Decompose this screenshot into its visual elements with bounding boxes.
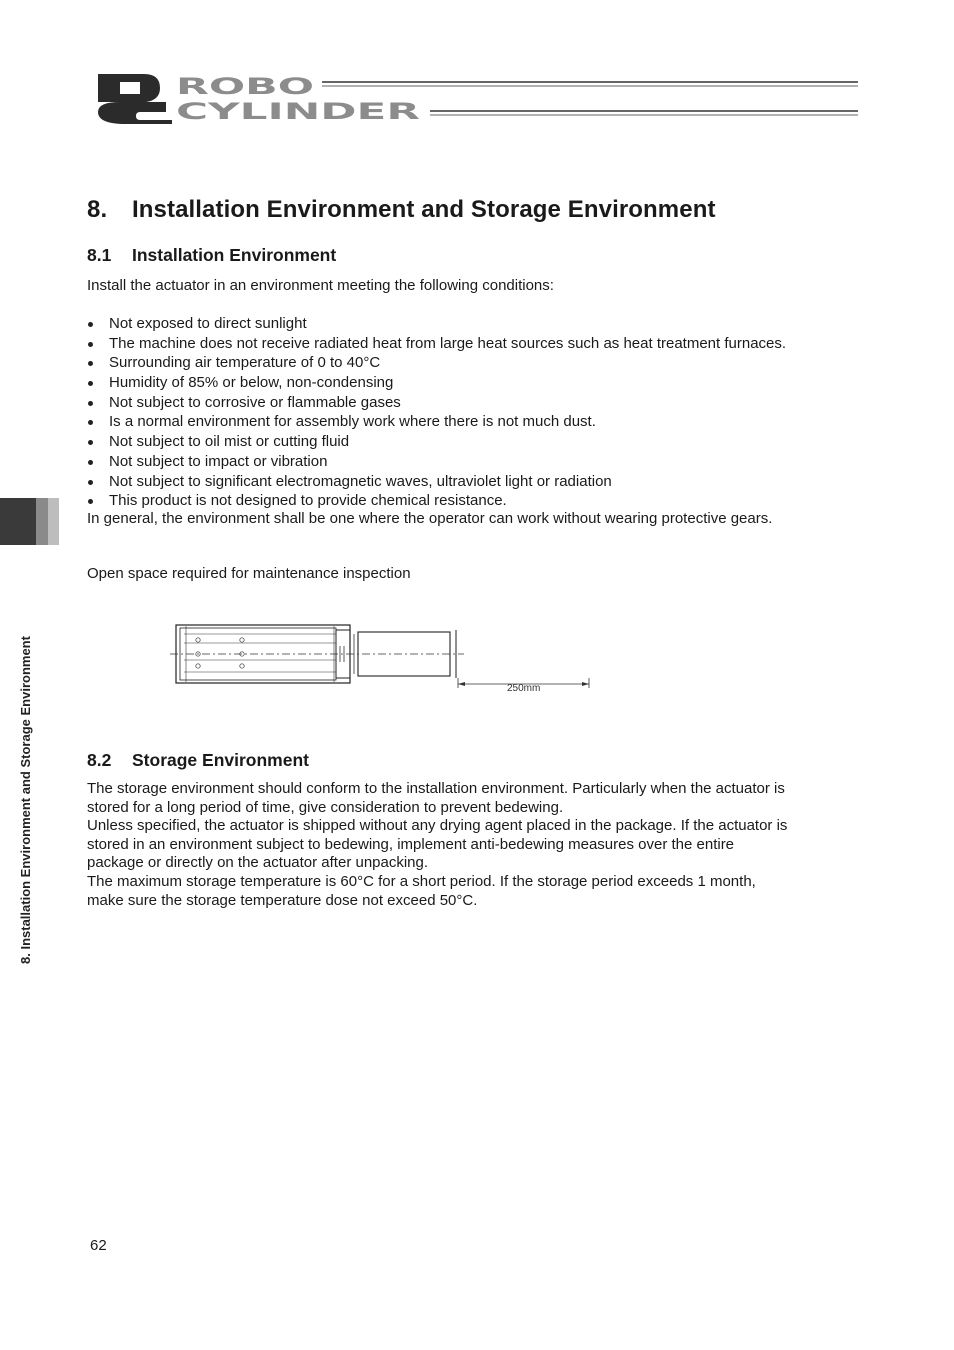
storage-line: The maximum storage temperature is 60°C for a short period. If the storage period exceeds 1 month, bbox=[87, 872, 756, 890]
subsection-title-installation bbox=[87, 245, 336, 266]
storage-line: package or directly on the actuator after unpacking. bbox=[87, 854, 429, 872]
maintenance-space-diagram bbox=[170, 620, 600, 705]
list-item: This product is not designed to provide chemical resistance. bbox=[87, 491, 786, 511]
list-item: The machine does not receive radiated heat from large heat sources such as heat treatment furnaces. bbox=[87, 334, 786, 354]
storage-line: Unless specified, the actuator is shipped without any drying agent placed in the package. If the actuator is bbox=[87, 817, 788, 835]
svg-text:ROBO: ROBO bbox=[176, 75, 314, 100]
list-item: Is a normal environment for assembly work where there is not much dust. bbox=[87, 412, 786, 432]
chapter-side-label: 8. Installation Environment and Storage Environment bbox=[18, 636, 33, 964]
subsection-title-storage bbox=[87, 750, 309, 771]
list-item: Not subject to impact or vibration bbox=[87, 452, 786, 472]
list-item: Not subject to oil mist or cutting fluid bbox=[87, 432, 786, 452]
page-number: 62 bbox=[90, 1237, 107, 1254]
subsection-title-text: Storage Environment bbox=[132, 750, 309, 770]
chapter-tab-shade-light bbox=[48, 498, 59, 545]
general-note: In general, the environment shall be one where the operator can work without wearing protective gears. bbox=[87, 510, 773, 527]
storage-line: make sure the storage temperature dose not exceed 50°C. bbox=[87, 891, 478, 909]
subsection-number: 8.2 bbox=[87, 750, 112, 770]
storage-line: stored for a long period of time, give consideration to prevent bedewing. bbox=[87, 798, 564, 816]
robo-cylinder-logo bbox=[96, 72, 858, 128]
list-item: Not subject to significant electromagnetic waves, ultraviolet light or radiation bbox=[87, 472, 786, 492]
storage-line: The storage environment should conform to the installation environment. Particularly when the actuator is bbox=[87, 780, 785, 797]
list-item: Not subject to corrosive or flammable gases bbox=[87, 393, 786, 413]
maintenance-caption: Open space required for maintenance inspection bbox=[87, 565, 411, 582]
dimension-label: 250mm bbox=[507, 683, 541, 694]
condition-list bbox=[87, 314, 786, 511]
section-title-text: Installation Environment and Storage Environment bbox=[132, 196, 716, 223]
svg-text:CYLINDER: CYLINDER bbox=[176, 100, 421, 125]
section-number: 8. bbox=[87, 196, 108, 223]
list-item: Surrounding air temperature of 0 to 40°C bbox=[87, 353, 786, 373]
chapter-tab bbox=[0, 498, 36, 545]
install-intro: Install the actuator in an environment meeting the following conditions: bbox=[87, 277, 554, 294]
section-title bbox=[87, 196, 716, 224]
subsection-title-text: Installation Environment bbox=[132, 245, 337, 265]
list-item: Humidity of 85% or below, non-condensing bbox=[87, 373, 786, 393]
storage-paragraphs bbox=[87, 780, 787, 910]
chapter-tab-shade bbox=[36, 498, 48, 545]
list-item: Not exposed to direct sunlight bbox=[87, 314, 786, 334]
storage-line: stored in an environment subject to bedewing, implement anti-bedewing measures over the entire bbox=[87, 835, 735, 853]
subsection-number: 8.1 bbox=[87, 245, 112, 265]
